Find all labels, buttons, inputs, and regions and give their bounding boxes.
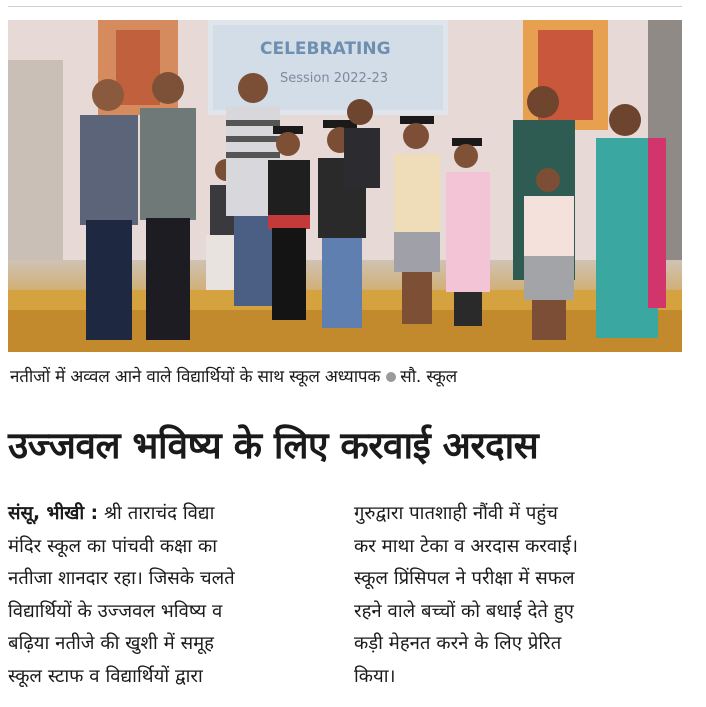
- article-line: रहने वाले बच्चों को बधाई देते हुए: [354, 600, 574, 622]
- caption-text: नतीजों में अव्वल आने वाले विद्यार्थियों के साथ स्कूल अध्यापक: [10, 367, 381, 387]
- article-column-right: [354, 498, 684, 693]
- article-line: बढ़िया नतीजे की खुशी में समूह: [8, 633, 214, 654]
- dateline: संसू, भीखी :: [8, 503, 99, 524]
- article-line: नतीजा शानदार रहा। जिसके चलते: [8, 568, 235, 589]
- article-headline: उज्जवल भविष्य के लिए करवाई अरदास: [8, 424, 539, 467]
- article-line: गुरुद्वारा पातशाही नौंवी में पहुंच: [354, 503, 558, 524]
- bullet-dot: [386, 372, 396, 382]
- article-line: किया।: [354, 665, 396, 687]
- caption-credit: सौ. स्कूल: [400, 367, 457, 387]
- banner-subtext: Session 2022-23: [280, 71, 389, 86]
- article-line: कड़ी मेहनत करने के लिए प्रेरित: [354, 633, 562, 654]
- article-line: मंदिर स्कूल का पांचवी कक्षा का: [8, 535, 217, 557]
- article-line: स्कूल प्रिंसिपल ने परीक्षा में सफल: [354, 568, 575, 589]
- article-line: विद्यार्थियों के उज्जवल भविष्य व: [8, 600, 223, 622]
- news-photo: [8, 20, 682, 352]
- article-line: संसू, भीखी : श्री ताराचंद विद्या: [8, 503, 215, 524]
- photo-caption: [10, 364, 457, 387]
- article-line: कर माथा टेका व अरदास करवाई।: [354, 535, 579, 557]
- article-column-left: [8, 498, 328, 693]
- banner-text: CELEBRATING: [260, 39, 391, 59]
- article-line: स्कूल स्टाफ व विद्यार्थियों द्वारा: [8, 665, 203, 687]
- photo-illustration: [8, 20, 682, 352]
- top-rule: [8, 6, 682, 7]
